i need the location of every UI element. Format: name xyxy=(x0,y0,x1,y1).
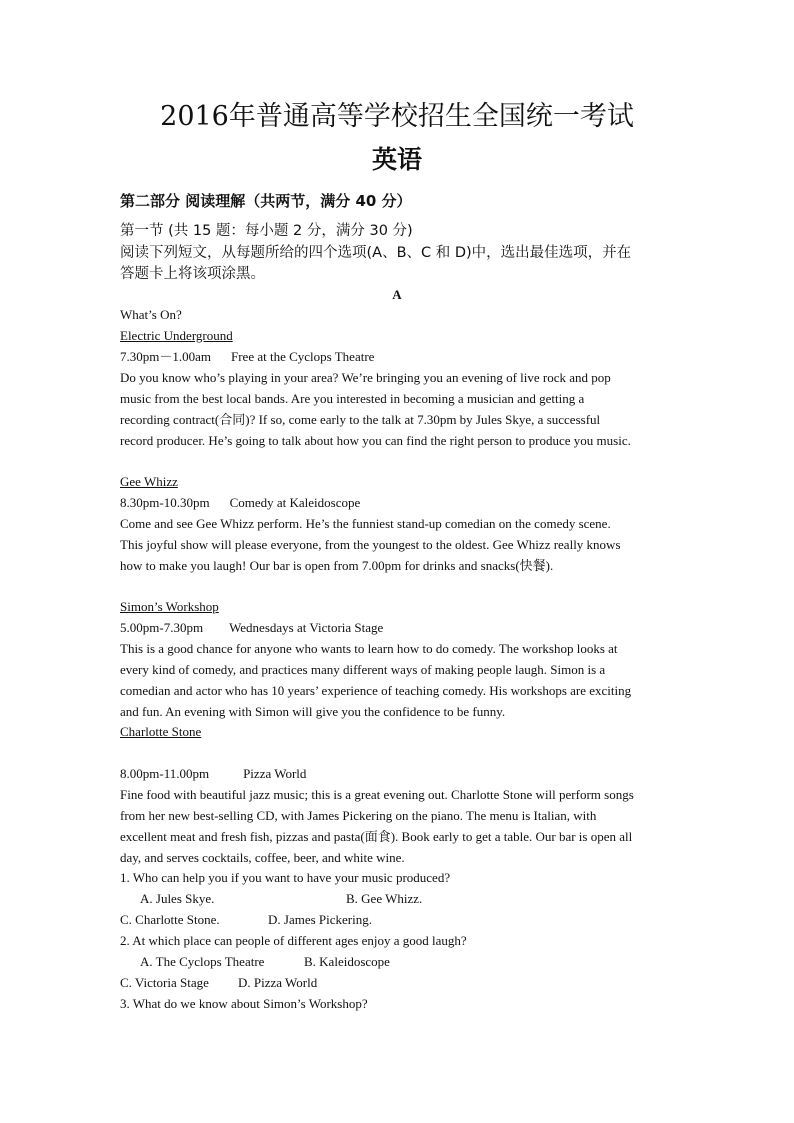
event-text-line: how to make you laugh! Our bar is open from 7.00pm for drinks and snacks(快餐). xyxy=(120,558,554,573)
question-2-stem: 2. At which place can people of different ages enjoy a good laugh? xyxy=(120,933,467,948)
event-time-place xyxy=(120,764,306,784)
question-2-option-a: A. The Cyclops Theatre xyxy=(140,954,265,969)
question-1-option-b: B. Gee Whizz. xyxy=(346,891,423,906)
question-2-option-d: D. Pizza World xyxy=(238,975,318,990)
section-heading: 第一节 (共 15 题：每小题 2 分，满分 30 分) xyxy=(120,223,413,239)
part-heading: 第二部分 阅读理解（共两节，满分 40 分） xyxy=(120,192,412,210)
event-place: Pizza World xyxy=(243,766,307,781)
instruction-line-2: 答题卡上将该项涂黑。 xyxy=(120,266,265,282)
question-2-option-c: C. Victoria Stage xyxy=(120,975,209,990)
instruction-line-1: 阅读下列短文，从每题所给的四个选项(A、B、C 和 D)中，选出最佳选项，并在 xyxy=(120,245,632,261)
event-time: 5.00pm-7.30pm xyxy=(120,620,204,635)
event-time: 8.30pm-10.30pm xyxy=(120,495,210,510)
event-text-line: from her new best-selling CD, with James Pickering on the piano. The menu is Italian, with xyxy=(120,808,597,823)
event-text-line: This is a good chance for anyone who wants to learn how to do comedy. The workshop looks at xyxy=(120,641,618,656)
event-text-line: day, and serves cocktails, coffee, beer, and white wine. xyxy=(120,850,405,865)
event-name-charlotte-stone: Charlotte Stone xyxy=(120,724,202,739)
exam-title: 2016年普通高等学校招生全国统一考试 xyxy=(160,101,634,132)
event-time-place xyxy=(120,347,374,367)
event-time-place xyxy=(120,618,383,638)
event-text-line: Do you know who’s playing in your area? We’re bringing you an evening of live rock and pop xyxy=(120,370,611,385)
exam-subject: 英语 xyxy=(371,145,422,174)
question-2-option-b: B. Kaleidoscope xyxy=(304,954,390,969)
event-place: Comedy at Kaleidoscope xyxy=(229,495,361,510)
question-3-stem: 3. What do we know about Simon’s Workshop? xyxy=(120,996,368,1011)
question-1-option-d: D. James Pickering. xyxy=(268,912,372,927)
event-text-line: excellent meat and fresh fish, pizzas and pasta(面食). Book early to get a table. Our bar is open all xyxy=(120,829,633,844)
passage-heading: What’s On? xyxy=(120,307,182,322)
event-time: 8.00pm-11.00pm xyxy=(120,766,210,781)
event-text-line: comedian and actor who has 10 years’ experience of teaching comedy. His workshops are exciting xyxy=(120,683,632,698)
question-1-stem: 1. Who can help you if you want to have your music produced? xyxy=(120,870,451,885)
event-text-line: and fun. An evening with Simon will give you the confidence to be funny. xyxy=(120,704,506,719)
event-text-line: Fine food with beautiful jazz music; this is a great evening out. Charlotte Stone will perform songs xyxy=(120,787,634,802)
event-time: 7.30pm－1.00am xyxy=(120,349,211,364)
passage-label: A xyxy=(392,287,402,302)
event-name-electric-underground: Electric Underground xyxy=(120,328,233,343)
event-text-line: record producer. He’s going to talk about how you can find the right person to produce you music. xyxy=(120,433,631,448)
event-text-line: music from the best local bands. Are you interested in becoming a musician and getting a xyxy=(120,391,585,406)
event-name-simons-workshop: Simon’s Workshop xyxy=(120,599,219,614)
event-text-line: Come and see Gee Whizz perform. He’s the funniest stand-up comedian on the comedy scene. xyxy=(120,516,611,531)
event-text-line: This joyful show will please everyone, from the youngest to the oldest. Gee Whizz really knows xyxy=(120,537,621,552)
event-time-place xyxy=(120,493,360,513)
event-place: Wednesdays at Victoria Stage xyxy=(229,620,384,635)
event-place: Free at the Cyclops Theatre xyxy=(231,349,375,364)
event-name-gee-whizz: Gee Whizz xyxy=(120,474,178,489)
question-1-option-c: C. Charlotte Stone. xyxy=(120,912,220,927)
event-text-line: recording contract(合同)? If so, come early to the talk at 7.30pm by Jules Skye, a successful xyxy=(120,412,601,427)
event-text-line: every kind of comedy, and practices many different ways of making people laugh. Simon is a xyxy=(120,662,606,677)
question-1-option-a: A. Jules Skye. xyxy=(140,891,215,906)
